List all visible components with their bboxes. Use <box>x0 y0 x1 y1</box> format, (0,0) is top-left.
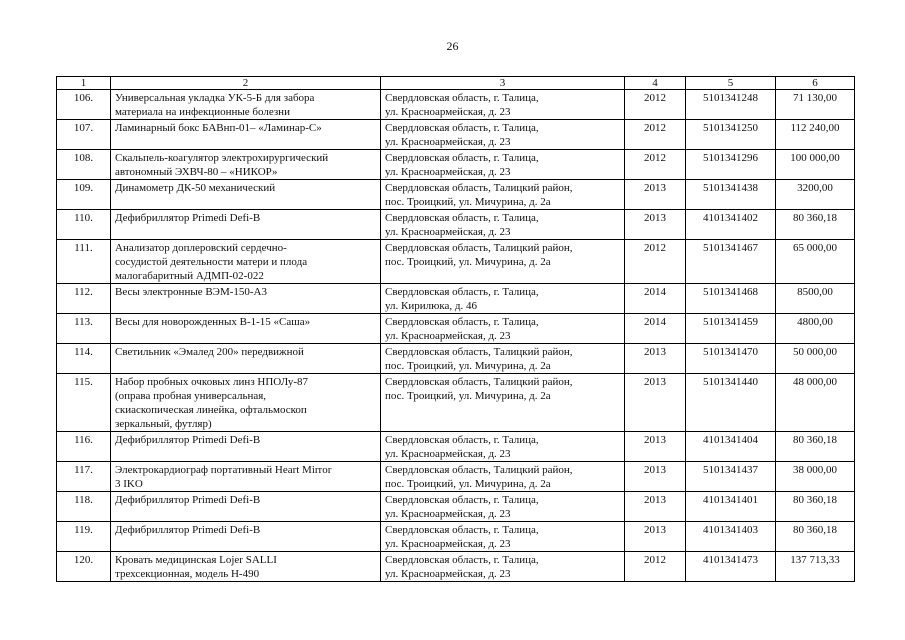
item-address-line: Свердловская область, г. Талица, <box>385 494 539 506</box>
item-address <box>381 120 625 150</box>
item-name <box>111 90 381 120</box>
item-address-line: ул. Красноармейская, д. 23 <box>385 226 511 238</box>
item-name-line: Дефибриллятор Primedi Defi-B <box>115 494 261 506</box>
item-cost: 3200,00 <box>776 180 855 210</box>
item-address-line: ул. Красноармейская, д. 23 <box>385 106 511 118</box>
item-year: 2013 <box>625 432 686 462</box>
table-row <box>57 90 855 120</box>
item-cost: 137 713,33 <box>776 552 855 582</box>
item-address <box>381 180 625 210</box>
item-year: 2012 <box>625 552 686 582</box>
item-cost: 80 360,18 <box>776 210 855 240</box>
item-year: 2013 <box>625 180 686 210</box>
item-address-line: Свердловская область, г. Талица, <box>385 316 539 328</box>
row-number: 116. <box>57 432 111 462</box>
item-year: 2013 <box>625 492 686 522</box>
item-address-line: пос. Троицкий, ул. Мичурина, д. 2а <box>385 478 551 490</box>
inventory-number: 5101341438 <box>686 180 776 210</box>
column-header: 3 <box>381 77 625 90</box>
item-cost: 112 240,00 <box>776 120 855 150</box>
item-address-line: ул. Красноармейская, д. 23 <box>385 508 511 520</box>
table-body <box>57 90 855 582</box>
row-number: 106. <box>57 90 111 120</box>
item-address <box>381 492 625 522</box>
column-header: 2 <box>111 77 381 90</box>
item-year: 2012 <box>625 240 686 284</box>
item-address-line: Свердловская область, Талицкий район, <box>385 242 573 254</box>
inventory-number: 4101341404 <box>686 432 776 462</box>
page-number: 26 <box>446 39 459 53</box>
item-name-line: Электрокардиограф портативный Heart Mirror <box>115 464 332 476</box>
row-number: 115. <box>57 374 111 432</box>
inventory-number: 5101341296 <box>686 150 776 180</box>
item-name-line: Весы для новорожденных В-1-15 «Саша» <box>115 316 311 328</box>
item-name-line: 3 IKO <box>115 478 143 490</box>
inventory-number: 5101341467 <box>686 240 776 284</box>
row-number: 120. <box>57 552 111 582</box>
table-row <box>57 522 855 552</box>
item-address <box>381 90 625 120</box>
item-name-line: Скальпель-коагулятор электрохирургический <box>115 152 329 164</box>
item-address-line: Свердловская область, г. Талица, <box>385 122 539 134</box>
row-number: 109. <box>57 180 111 210</box>
table-row <box>57 210 855 240</box>
item-name <box>111 492 381 522</box>
table-row <box>57 492 855 522</box>
item-name-line: (оправа пробная универсальная, <box>115 390 267 402</box>
item-cost: 100 000,00 <box>776 150 855 180</box>
item-name-line: зеркальный, футляр) <box>115 418 212 430</box>
row-number: 107. <box>57 120 111 150</box>
item-year: 2013 <box>625 344 686 374</box>
table-row <box>57 462 855 492</box>
item-address-line: Свердловская область, г. Талица, <box>385 554 539 566</box>
item-year: 2013 <box>625 462 686 492</box>
item-address-line: Свердловская область, г. Талица, <box>385 152 539 164</box>
item-name <box>111 522 381 552</box>
item-address-line: ул. Красноармейская, д. 23 <box>385 538 511 550</box>
item-name-line: Ламинарный бокс БАВнп-01– «Ламинар-С» <box>115 122 322 134</box>
item-address-line: Свердловская область, Талицкий район, <box>385 376 573 388</box>
item-address <box>381 552 625 582</box>
item-name-line: трехсекционная, модель Н-490 <box>115 568 260 580</box>
item-address-line: ул. Красноармейская, д. 23 <box>385 136 511 148</box>
item-name <box>111 344 381 374</box>
inventory-number: 5101341470 <box>686 344 776 374</box>
inventory-number: 5101341468 <box>686 284 776 314</box>
row-number: 114. <box>57 344 111 374</box>
item-year: 2013 <box>625 522 686 552</box>
column-header: 4 <box>625 77 686 90</box>
table-row <box>57 240 855 284</box>
item-cost: 65 000,00 <box>776 240 855 284</box>
table-row <box>57 314 855 344</box>
item-name-line: сосудистой деятельности матери и плода <box>115 256 308 268</box>
item-address <box>381 522 625 552</box>
item-cost: 4800,00 <box>776 314 855 344</box>
item-name-line: материала на инфекционные болезни <box>115 106 290 118</box>
item-address-line: ул. Красноармейская, д. 23 <box>385 448 511 460</box>
item-name-line: Светильник «Эмалед 200» передвижной <box>115 346 304 358</box>
inventory-number: 5101341437 <box>686 462 776 492</box>
row-number: 118. <box>57 492 111 522</box>
inventory-number: 4101341402 <box>686 210 776 240</box>
item-name <box>111 150 381 180</box>
column-header: 5 <box>686 77 776 90</box>
item-address <box>381 344 625 374</box>
table-header-row <box>57 77 855 90</box>
item-address <box>381 150 625 180</box>
item-address-line: пос. Троицкий, ул. Мичурина, д. 2а <box>385 196 551 208</box>
item-name <box>111 552 381 582</box>
item-name <box>111 180 381 210</box>
item-name-line: автономный ЭХВЧ-80 – «НИКОР» <box>115 166 278 178</box>
row-number: 112. <box>57 284 111 314</box>
item-address <box>381 284 625 314</box>
inventory-number: 5101341440 <box>686 374 776 432</box>
item-cost: 8500,00 <box>776 284 855 314</box>
item-name <box>111 314 381 344</box>
item-address <box>381 210 625 240</box>
item-year: 2012 <box>625 120 686 150</box>
item-cost: 48 000,00 <box>776 374 855 432</box>
table-row <box>57 432 855 462</box>
item-name-line: Весы электронные ВЭМ-150-А3 <box>115 286 267 298</box>
item-name <box>111 374 381 432</box>
item-year: 2014 <box>625 314 686 344</box>
item-year: 2012 <box>625 150 686 180</box>
row-number: 108. <box>57 150 111 180</box>
item-name-line: Динамометр ДК-50 механический <box>115 182 276 194</box>
item-address-line: Свердловская область, г. Талица, <box>385 286 539 298</box>
item-name-line: Универсальная укладка УК-5-Б для забора <box>115 92 315 104</box>
row-number: 111. <box>57 240 111 284</box>
item-address-line: Свердловская область, г. Талица, <box>385 212 539 224</box>
item-name-line: Дефибриллятор Primedi Defi-B <box>115 434 261 446</box>
table-row <box>57 552 855 582</box>
item-name <box>111 284 381 314</box>
item-address-line: Свердловская область, Талицкий район, <box>385 346 573 358</box>
item-name-line: Кровать медицинская Lojer SALLI <box>115 554 277 566</box>
item-name <box>111 432 381 462</box>
item-address-line: ул. Кирилюка, д. 46 <box>385 300 477 312</box>
item-address <box>381 314 625 344</box>
item-cost: 38 000,00 <box>776 462 855 492</box>
item-address <box>381 432 625 462</box>
item-name-line: Дефибриллятор Primedi Defi-B <box>115 212 261 224</box>
row-number: 113. <box>57 314 111 344</box>
item-address-line: Свердловская область, Талицкий район, <box>385 464 573 476</box>
item-name <box>111 240 381 284</box>
item-address <box>381 240 625 284</box>
item-cost: 71 130,00 <box>776 90 855 120</box>
item-address-line: Свердловская область, г. Талица, <box>385 92 539 104</box>
item-address-line: Свердловская область, Талицкий район, <box>385 182 573 194</box>
inventory-number: 5101341248 <box>686 90 776 120</box>
inventory-number: 4101341403 <box>686 522 776 552</box>
item-year: 2012 <box>625 90 686 120</box>
item-name-line: Анализатор доплеровский сердечно- <box>115 242 287 254</box>
item-address-line: пос. Троицкий, ул. Мичурина, д. 2а <box>385 360 551 372</box>
inventory-number: 5101341459 <box>686 314 776 344</box>
inventory-number: 4101341401 <box>686 492 776 522</box>
item-address-line: Свердловская область, г. Талица, <box>385 434 539 446</box>
item-address-line: пос. Троицкий, ул. Мичурина, д. 2а <box>385 256 551 268</box>
item-year: 2014 <box>625 284 686 314</box>
table-row <box>57 374 855 432</box>
equipment-table <box>56 76 855 582</box>
row-number: 119. <box>57 522 111 552</box>
item-cost: 80 360,18 <box>776 492 855 522</box>
item-name-line: Дефибриллятор Primedi Defi-B <box>115 524 261 536</box>
item-year: 2013 <box>625 374 686 432</box>
table-row <box>57 284 855 314</box>
row-number: 117. <box>57 462 111 492</box>
item-name-line: Набор пробных очковых линз НПОЛу-87 <box>115 376 309 388</box>
item-name <box>111 210 381 240</box>
item-address-line: Свердловская область, г. Талица, <box>385 524 539 536</box>
item-name-line: малогабаритный АДМП-02-022 <box>115 270 264 282</box>
item-address <box>381 374 625 432</box>
table-row <box>57 120 855 150</box>
row-number: 110. <box>57 210 111 240</box>
item-cost: 50 000,00 <box>776 344 855 374</box>
table-row <box>57 180 855 210</box>
item-name <box>111 120 381 150</box>
table-row <box>57 344 855 374</box>
table-row <box>57 150 855 180</box>
item-address-line: ул. Красноармейская, д. 23 <box>385 166 511 178</box>
column-header: 1 <box>57 77 111 90</box>
item-address-line: ул. Красноармейская, д. 23 <box>385 330 511 342</box>
item-address-line: пос. Троицкий, ул. Мичурина, д. 2а <box>385 390 551 402</box>
item-cost: 80 360,18 <box>776 432 855 462</box>
inventory-number: 5101341250 <box>686 120 776 150</box>
inventory-number: 4101341473 <box>686 552 776 582</box>
item-address-line: ул. Красноармейская, д. 23 <box>385 568 511 580</box>
item-year: 2013 <box>625 210 686 240</box>
item-name <box>111 462 381 492</box>
column-header: 6 <box>776 77 855 90</box>
item-cost: 80 360,18 <box>776 522 855 552</box>
item-address <box>381 462 625 492</box>
item-name-line: скиаскопическая линейка, офтальмоскоп <box>115 404 307 416</box>
